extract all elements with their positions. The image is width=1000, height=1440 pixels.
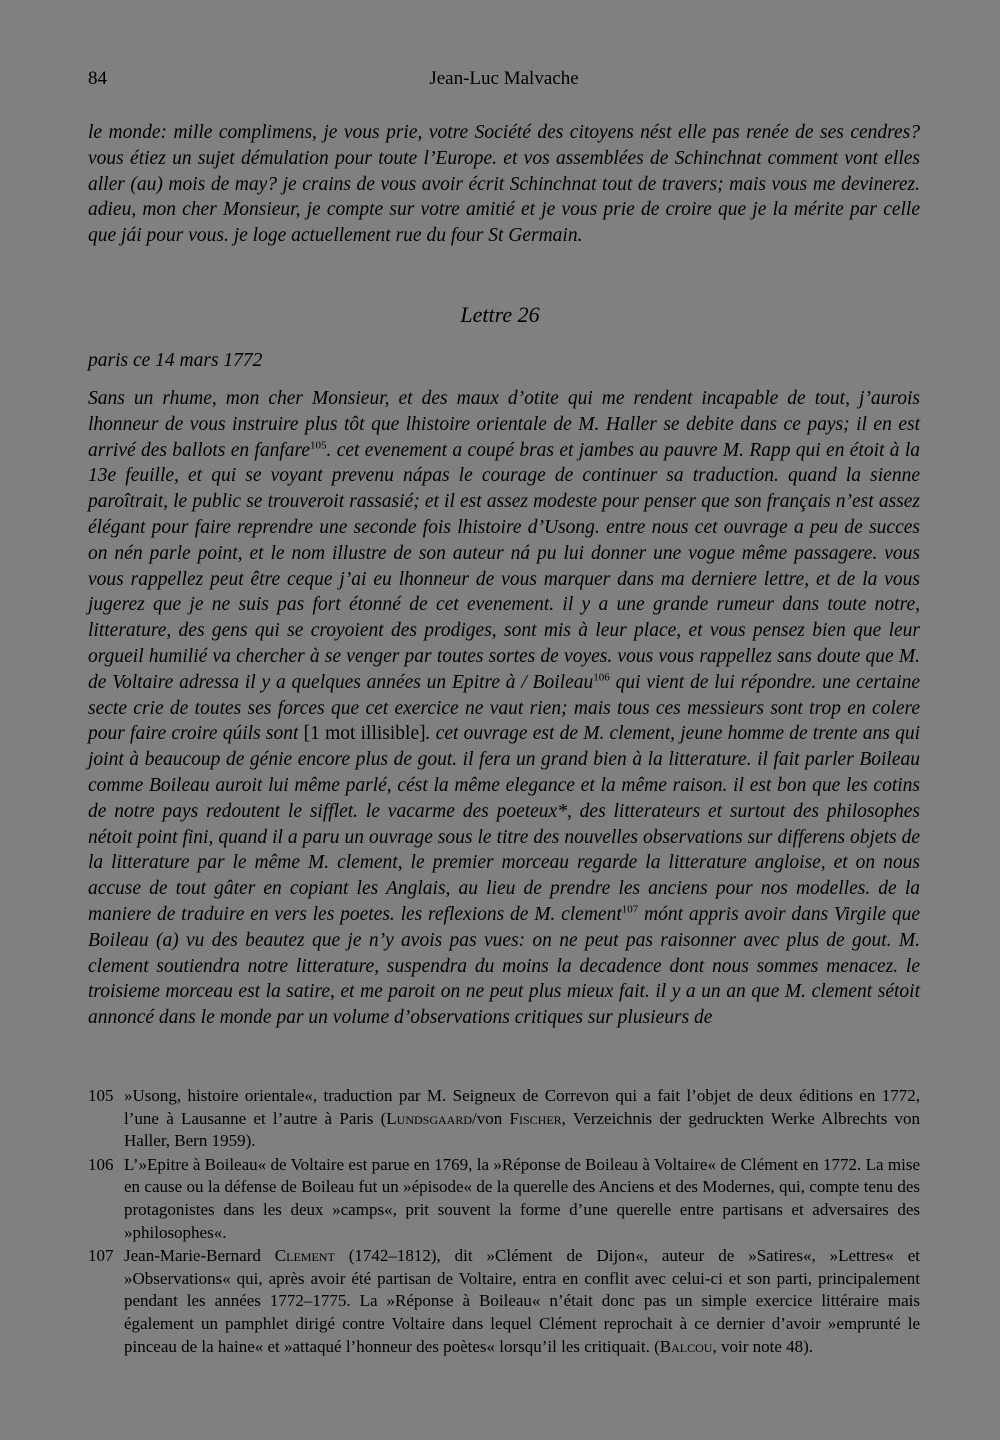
page-header [88,68,920,98]
author-name: Lundsgaard [386,1108,473,1128]
footnotes [88,1085,920,1359]
footnote-text-part: »Usong, histoire orientale«, traduction par M. Seigneux de Correvon qui a fait l’objet de deux éditions en 1772, l’une à Lausanne et l’autre à Paris ( [124,1086,920,1128]
running-head: Jean-Luc Malvache [429,68,579,89]
footnote [88,1245,920,1358]
footnote-text [124,1085,920,1153]
footnote-number: 107 [88,1246,114,1266]
footnote-reference: 107 [621,903,639,916]
footnote-reference: 106 [593,671,610,684]
letter-text: . cet evenement a coupé bras et jambes au pauvre M. Rapp qui en étoit à la 13e feuille, et qui se voyant prevenu nápas le courage de continuer sa traduction. quand la sienne paroîtrait, le public se trouveroit rassasié; et il est assez modeste pour penser que son français n’est assez élégant pour faire reprendre une seconde fois lhistoire d’Usong. entre nous cet ouvrage a peu de succes on nén parle point, et le nom illustre de son auteur ná pu lui donner une vogue même passagere. vous vous rappellez peut être ceque j’ai eu lhonneur de vous marquer dans ma derniere lettre, et de la vous jugerez que je ne suis pas fort étonné de cet evenement. il y a une grande rumeur dans toute notre, litterature, des gens qui se croyoient des prodiges, sont mis à leur place, et vous pensez bien que leur orgueil humilié va chercher à se venger par toutes sortes de voyes. vous vous rappellez sans doute que M. de Voltaire adressa il y a quelques années un Epitre à / Boileau [88,439,920,693]
letter-body [88,386,920,1031]
author-name: Clement [274,1246,335,1266]
footnote-reference: 105 [310,439,327,452]
editorial-note: [1 mot illisible] [303,723,426,745]
footnote-number: 105 [88,1086,114,1105]
letter-text: mónt appris avoir dans Virgile que Boileau (a) vu des beautez que je n’y avois pas vues: on ne peut pas raisonner avec plus de gout. M. clement soutiendra notre litterature, suspendra du moins la decadence dont nous sommes menacez. le troisieme morceau est la satire, et me paroit on ne peut plus mieux fait. il y a un an que M. clement sétoit annoncé dans le monde par un volume d’observations critiques sur plusieurs de [88,903,920,1029]
footnote [88,1154,920,1244]
page-number: 84 [88,68,107,89]
footnote-text-part: , voir note 48). [712,1336,814,1356]
letter-text: qui vient de lui répondre. une certaine secte crie de toutes ses forces que cet exercice ne vaut rien; mais tous ces messieurs sont trop en colere pour faire croire qúils sont [88,671,920,745]
letter-title: Lettre 26 [460,302,540,327]
letter-text: . cet ouvrage est de M. clement, jeune homme de trente ans qui joint à beaucoup de génie encore plus de gout. il fera un grand bien à la litterature. il fait parler Boileau comme Boileau auroit lui même parlé, cést la même elegance et la même raison. il est bon que les cotins de notre pays redoutent le sifflet. le vacarme des poeteux*, des litterateurs et surtout des philosophes nétoit point fini, quand il a paru un ouvrage sous le titre des nouvelles observations sur differens objets de la litterature par le même M. clement, le premier morceau regarde la litterature angloise, et on nous accuse de tout gâter en copiant les Anglais, au lieu de prendre les anciens pour nos modelles. de la maniere de traduire en vers les poetes. les reflexions de M. clement [88,723,920,925]
footnote-text-part: /von [472,1108,510,1128]
footnote-text [124,1245,920,1358]
letter-dateline: paris ce 14 mars 1772 [88,350,263,371]
letter-text: Sans un rhume, mon cher Monsieur, et des maux d’otite qui me rendent incapable de tout, j’aurois lhonneur de vous instruire plus tôt que lhistoire orientale de M. Haller se debite dans ce pays; il en est arrivé des ballots en fanfare [88,388,920,461]
footnote-text-part: Jean-Marie-Bernard [124,1246,275,1266]
footnote [88,1085,920,1153]
author-name: Balcou [659,1336,713,1356]
previous-letter-ending: le monde: mille complimens, je vous prie, votre Société des citoyens nést elle pas renée de ses cendres? vous étiez un sujet démulation pour toute l’Europe. et vos assemblées de Schinchnat comment vont elles aller (au) mois de may? je crains de vous avoir écrit Schinchnat tout de travers; mais vous me devinerez. adieu, mon cher Monsieur, je compte sur votre amitié et je vous prie de croire que je la mérite par celle que jái pour vous. je loge actuellement rue du four St Germain. [88,122,920,247]
footnote-text: L’»Epitre à Boileau« de Voltaire est parue en 1769, la »Réponse de Boileau à Voltaire« de Clément en 1772. La mise en cause ou la défense de Boileau fut un »épisode« de la querelle des Anciens et des Modernes, qui, compte tenu des protagonistes dans les deux »camps«, prit souvent la forme d’une querelle entre partisans et adversaires des »philosophes«. [124,1154,920,1242]
footnote-number: 106 [88,1154,114,1174]
footnote-text-part: (1742–1812), dit »Clément de Dijon«, auteur de »Satires«, »Lettres« et »Observations« qui, après avoir été partisan de Voltaire, entra en conflit avec celui-ci et son parti, principalement pendant les années 1772–1775. La »Réponse à Boileau« n’était donc pas un simple exercice littéraire mais également un pamphlet dirigé contre Voltaire dans lequel Clément reprochait à ce dernier d’avoir »emprunté le pinceau de la haine« et »attaqué l’honneur des poètes« lorsqu’il les critiquait. ( [124,1246,920,1356]
footnote-text-part: , Verzeichnis der gedruckten Werke Albrechts von Haller, Bern 1959). [124,1108,921,1151]
author-name: Fischer [509,1108,562,1128]
